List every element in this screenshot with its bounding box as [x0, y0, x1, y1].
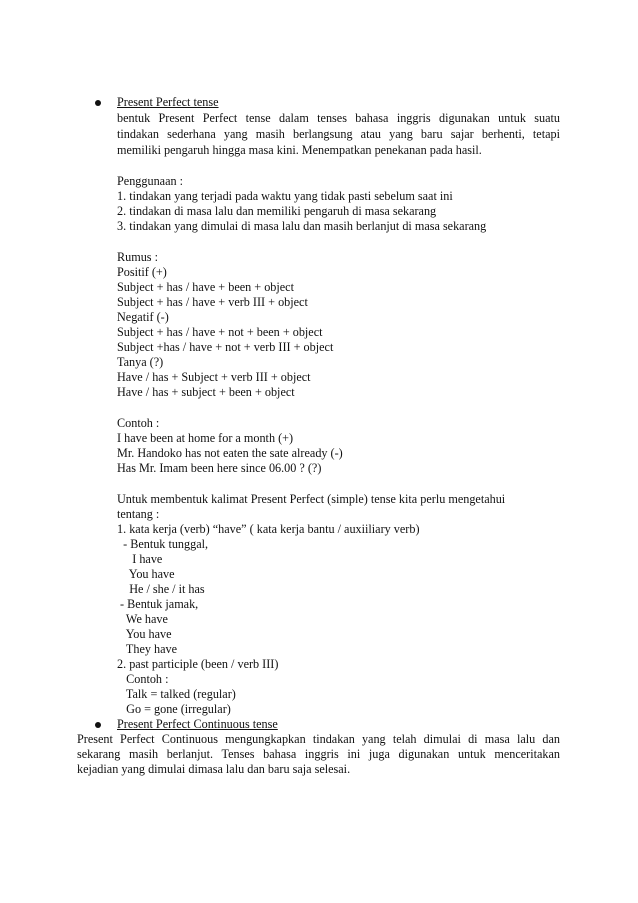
subheading: Contoh :: [117, 416, 160, 430]
paragraph-line: sekarang masih berlanjut. Tenses bahasa inggris ini juga digunakan untuk menceritakan: [77, 747, 560, 761]
list-item: He / she / it has: [117, 582, 205, 596]
formula-line: Subject + has / have + verb III + object: [117, 295, 308, 309]
formula-line: Positif (+): [117, 265, 167, 279]
subheading: Rumus :: [117, 250, 158, 264]
formula-line: Have / has + Subject + verb III + object: [117, 370, 311, 384]
bullet-icon: [95, 722, 101, 728]
list-item: You have: [117, 627, 172, 641]
formula-line: Subject + has / have + not + been + object: [117, 325, 323, 339]
list-item: You have: [117, 567, 175, 581]
formula-line: Subject +has / have + not + verb III + object: [117, 340, 334, 354]
list-item: Talk = talked (regular): [117, 687, 236, 701]
bullet-icon: [95, 100, 101, 106]
paragraph-line: Untuk membentuk kalimat Present Perfect (simple) tense kita perlu mengetahui: [117, 492, 506, 506]
list-item: 2. tindakan di masa lalu dan memiliki pengaruh di masa sekarang: [117, 204, 437, 218]
list-item: - Bentuk tunggal,: [117, 537, 209, 551]
paragraph-line: memiliki pengaruh hingga masa kini. Menempatkan penekanan pada hasil.: [117, 143, 482, 157]
list-item: I have: [117, 552, 163, 566]
paragraph-line: Present Perfect Continuous mengungkapkan tindakan yang telah dimulai di masa lalu dan: [77, 732, 560, 746]
list-item: 3. tindakan yang dimulai di masa lalu dan masih berlanjut di masa sekarang: [117, 219, 487, 233]
paragraph-line: tentang :: [117, 507, 160, 521]
section-heading: Present Perfect Continuous tense: [117, 717, 278, 731]
formula-line: Subject + has / have + been + object: [117, 280, 294, 294]
list-item: 1. tindakan yang terjadi pada waktu yang tidak pasti sebelum saat ini: [117, 189, 453, 203]
formula-line: Negatif (-): [117, 310, 169, 324]
example-line: Mr. Handoko has not eaten the sate already (-): [117, 446, 343, 460]
subheading: Penggunaan :: [117, 174, 184, 188]
formula-line: Have / has + subject + been + object: [117, 385, 295, 399]
list-item: We have: [117, 612, 168, 626]
list-item: - Bentuk jamak,: [117, 597, 199, 611]
list-item: Contoh :: [117, 672, 169, 686]
list-item: 1. kata kerja (verb) “have” ( kata kerja bantu / auxiiliary verb): [117, 522, 420, 536]
example-line: I have been at home for a month (+): [117, 431, 294, 445]
example-line: Has Mr. Imam been here since 06.00 ? (?): [117, 461, 322, 475]
list-item: They have: [117, 642, 178, 656]
paragraph-line: kejadian yang dimulai dimasa lalu dan baru saja selesai.: [77, 762, 351, 776]
paragraph-line: tindakan sederhana yang masih berlangsung atau yang baru sajar berhenti, tetapi: [117, 127, 560, 141]
list-item: 2. past participle (been / verb III): [117, 657, 279, 671]
list-item: Go = gone (irregular): [117, 702, 231, 716]
section-heading: Present Perfect tense: [117, 95, 219, 109]
paragraph-line: bentuk Present Perfect tense dalam tenses bahasa inggris digunakan untuk suatu: [117, 111, 560, 125]
formula-line: Tanya (?): [117, 355, 164, 369]
